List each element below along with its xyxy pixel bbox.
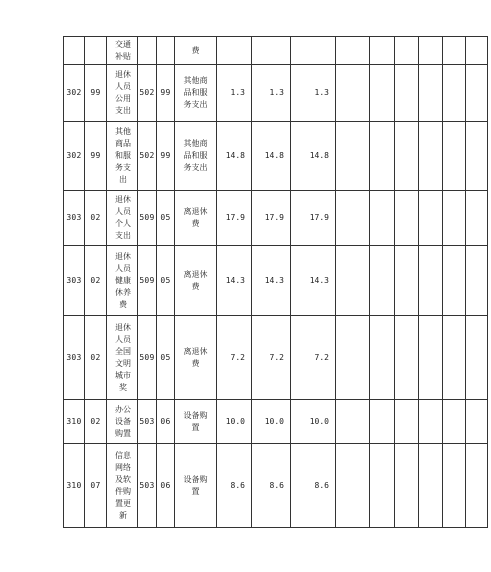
basic-amount-cell: 8.6	[252, 444, 291, 528]
basic-amount-cell	[252, 37, 291, 65]
table-row	[64, 37, 488, 65]
basic-public-amount-cell: 14.3	[291, 246, 336, 316]
table-row	[64, 65, 488, 122]
empty-cell	[370, 191, 395, 246]
total-amount-cell: 7.2	[217, 316, 252, 400]
econ-item-cell: 02	[85, 246, 107, 316]
total-amount-cell: 17.9	[217, 191, 252, 246]
empty-cell	[443, 191, 466, 246]
econ-class-cell: 310	[64, 444, 85, 528]
gov-name-cell: 其他商 品和服 务支出	[175, 65, 217, 122]
empty-cell	[419, 191, 443, 246]
gov-item-cell: 99	[157, 122, 175, 191]
gov-class-cell: 509	[138, 191, 157, 246]
empty-cell	[336, 400, 370, 444]
empty-cell	[419, 400, 443, 444]
gov-class-cell: 509	[138, 316, 157, 400]
basic-amount-cell: 7.2	[252, 316, 291, 400]
table-row	[64, 444, 488, 528]
empty-cell	[419, 122, 443, 191]
econ-item-cell: 02	[85, 316, 107, 400]
empty-cell	[419, 65, 443, 122]
empty-cell	[336, 122, 370, 191]
empty-cell	[466, 444, 488, 528]
total-amount-cell: 10.0	[217, 400, 252, 444]
empty-cell	[466, 122, 488, 191]
empty-cell	[370, 65, 395, 122]
empty-cell	[336, 316, 370, 400]
total-amount-cell: 14.3	[217, 246, 252, 316]
econ-name-cell: 退休 人员 健康 休养 费	[107, 246, 138, 316]
gov-name-cell: 设备购 置	[175, 444, 217, 528]
gov-item-cell: 06	[157, 400, 175, 444]
gov-class-cell: 503	[138, 444, 157, 528]
empty-cell	[419, 246, 443, 316]
econ-name-cell: 办公 设备 购置	[107, 400, 138, 444]
econ-item-cell: 99	[85, 122, 107, 191]
gov-item-cell: 05	[157, 191, 175, 246]
gov-name-cell: 离退休 费	[175, 246, 217, 316]
econ-item-cell: 02	[85, 191, 107, 246]
basic-public-amount-cell: 1.3	[291, 65, 336, 122]
gov-class-cell	[138, 37, 157, 65]
table-row	[64, 191, 488, 246]
empty-cell	[370, 444, 395, 528]
gov-class-cell: 502	[138, 122, 157, 191]
empty-cell	[466, 316, 488, 400]
empty-cell	[336, 246, 370, 316]
econ-item-cell: 02	[85, 400, 107, 444]
basic-amount-cell: 10.0	[252, 400, 291, 444]
econ-name-cell: 退休 人员 公用 支出	[107, 65, 138, 122]
empty-cell	[443, 246, 466, 316]
empty-cell	[466, 65, 488, 122]
econ-class-cell: 303	[64, 191, 85, 246]
empty-cell	[443, 400, 466, 444]
econ-class-cell: 302	[64, 65, 85, 122]
empty-cell	[395, 122, 419, 191]
econ-class-cell: 302	[64, 122, 85, 191]
econ-name-cell: 其他 商品 和服 务支 出	[107, 122, 138, 191]
empty-cell	[466, 191, 488, 246]
empty-cell	[443, 316, 466, 400]
empty-cell	[336, 444, 370, 528]
table-row	[64, 122, 488, 191]
econ-class-cell	[64, 37, 85, 65]
empty-cell	[443, 444, 466, 528]
table-row	[64, 246, 488, 316]
gov-item-cell: 05	[157, 316, 175, 400]
gov-name-cell: 离退休 费	[175, 316, 217, 400]
gov-class-cell: 509	[138, 246, 157, 316]
basic-amount-cell: 17.9	[252, 191, 291, 246]
econ-name-cell: 信息 网络 及软 件购 置更 新	[107, 444, 138, 528]
table-row	[64, 316, 488, 400]
gov-item-cell: 99	[157, 65, 175, 122]
econ-name-cell: 退休 人员 个人 支出	[107, 191, 138, 246]
basic-public-amount-cell	[291, 37, 336, 65]
basic-public-amount-cell: 8.6	[291, 444, 336, 528]
empty-cell	[370, 37, 395, 65]
empty-cell	[395, 316, 419, 400]
empty-cell	[443, 122, 466, 191]
empty-cell	[419, 316, 443, 400]
gov-item-cell	[157, 37, 175, 65]
empty-cell	[466, 246, 488, 316]
empty-cell	[395, 191, 419, 246]
budget-expenditure-table	[63, 36, 488, 528]
empty-cell	[466, 400, 488, 444]
total-amount-cell: 14.8	[217, 122, 252, 191]
gov-name-cell: 离退休 费	[175, 191, 217, 246]
empty-cell	[443, 65, 466, 122]
econ-class-cell: 310	[64, 400, 85, 444]
empty-cell	[370, 316, 395, 400]
empty-cell	[419, 37, 443, 65]
empty-cell	[395, 444, 419, 528]
empty-cell	[395, 400, 419, 444]
econ-item-cell: 99	[85, 65, 107, 122]
table-row	[64, 400, 488, 444]
econ-name-cell: 退休 人员 全国 文明 城市 奖	[107, 316, 138, 400]
gov-class-cell: 502	[138, 65, 157, 122]
gov-name-cell: 费	[175, 37, 217, 65]
empty-cell	[419, 444, 443, 528]
basic-public-amount-cell: 14.8	[291, 122, 336, 191]
gov-item-cell: 05	[157, 246, 175, 316]
econ-class-cell: 303	[64, 246, 85, 316]
gov-item-cell: 06	[157, 444, 175, 528]
empty-cell	[370, 400, 395, 444]
econ-name-cell: 交通 补贴	[107, 37, 138, 65]
basic-amount-cell: 14.3	[252, 246, 291, 316]
econ-item-cell	[85, 37, 107, 65]
econ-item-cell: 07	[85, 444, 107, 528]
basic-public-amount-cell: 10.0	[291, 400, 336, 444]
empty-cell	[395, 65, 419, 122]
empty-cell	[370, 122, 395, 191]
empty-cell	[466, 37, 488, 65]
total-amount-cell	[217, 37, 252, 65]
gov-class-cell: 503	[138, 400, 157, 444]
gov-name-cell: 设备购 置	[175, 400, 217, 444]
empty-cell	[370, 246, 395, 316]
total-amount-cell: 1.3	[217, 65, 252, 122]
empty-cell	[336, 65, 370, 122]
empty-cell	[443, 37, 466, 65]
empty-cell	[395, 37, 419, 65]
basic-public-amount-cell: 17.9	[291, 191, 336, 246]
basic-amount-cell: 14.8	[252, 122, 291, 191]
empty-cell	[395, 246, 419, 316]
empty-cell	[336, 191, 370, 246]
basic-amount-cell: 1.3	[252, 65, 291, 122]
econ-class-cell: 303	[64, 316, 85, 400]
empty-cell	[336, 37, 370, 65]
basic-public-amount-cell: 7.2	[291, 316, 336, 400]
total-amount-cell: 8.6	[217, 444, 252, 528]
gov-name-cell: 其他商 品和服 务支出	[175, 122, 217, 191]
